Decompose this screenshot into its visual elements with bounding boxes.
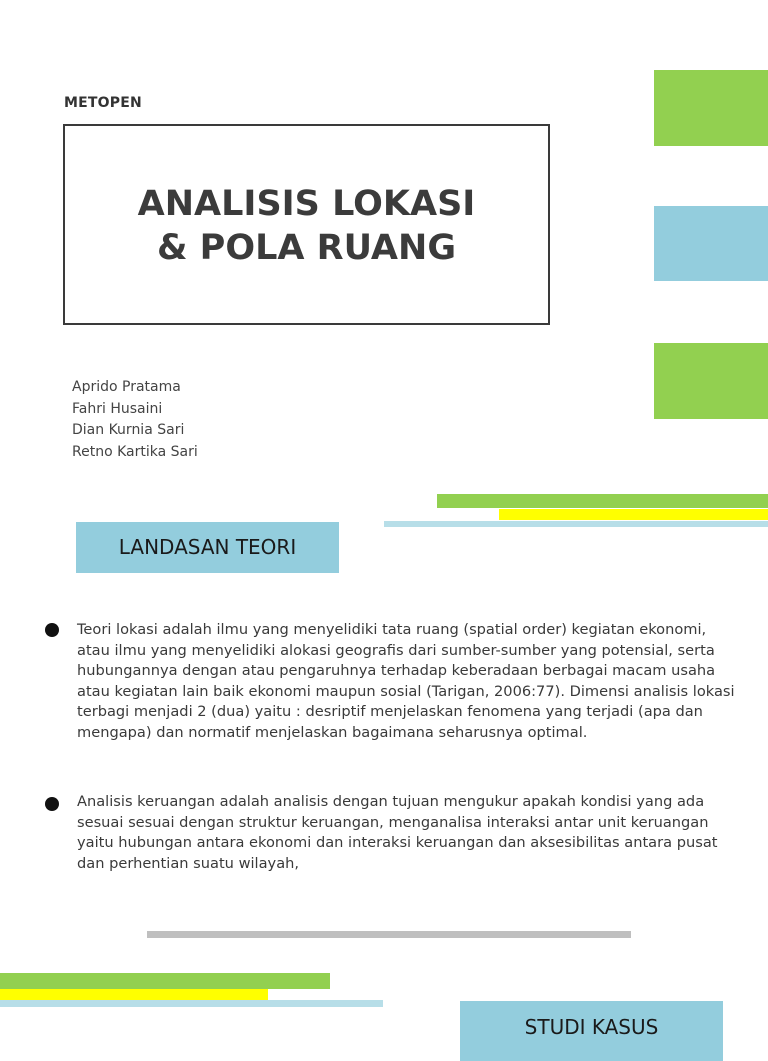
- document-kicker: METOPEN: [64, 95, 142, 111]
- decor-square-green-top: [654, 70, 768, 146]
- divider-line: [147, 931, 631, 938]
- decor-square-blue: [654, 206, 768, 281]
- decor-stripe-yellow: [499, 509, 768, 520]
- author-name: Fahri Husaini: [72, 400, 163, 417]
- author-name: Dian Kurnia Sari: [72, 422, 185, 438]
- bullet-text: Analisis keruangan adalah analisis dengan tujuan mengukur apakah kondisi yang ada sesuai sesuai dengan struktur keruangan, menganalisa interaksi antar unit keruangan yaitu hubungan antara ekonomi dan interaksi keruangan dan aksesibilitas antara pusat dan perhentian suatu wilayah,: [77, 793, 718, 872]
- author-list: [72, 377, 198, 463]
- author-name: Retno Kartika Sari: [72, 443, 198, 460]
- title-line-2: & POLA RUANG: [156, 228, 457, 268]
- document-title: [65, 182, 548, 270]
- decor-stripe-blue: [384, 521, 768, 527]
- section-heading-landasan-teori: LANDASAN TEORI: [76, 522, 339, 573]
- decor-square-green-bottom: [654, 343, 768, 419]
- bullet-icon: [45, 797, 59, 811]
- section-heading-studi-kasus: STUDI KASUS: [460, 1001, 723, 1061]
- bullet-text: Teori lokasi adalah ilmu yang menyelidiki tata ruang (spatial order) kegiatan ekonomi, atau ilmu yang menyelidiki alokasi geografis dari sumber-sumber yang potensial, serta hubungannya dengan atau pengaruhnya terhadap keberadaan berbagai macam usaha atau kegiatan lain baik ekonomi maupun sosial (Tarigan, 2006:77). Dimensi analisis lokasi terbagi menjadi 2 (dua) yaitu : desriptif menjelaskan fenomena yang terjadi (apa dan mengapa) dan normatif menjelaskan bagaimana seharusnya optimal.: [77, 621, 735, 741]
- decor-stripe-blue-lower: [0, 1000, 383, 1007]
- author-name: Aprido Pratama: [72, 379, 181, 395]
- title-box: [63, 124, 550, 325]
- title-line-1: ANALISIS LOKASI: [137, 184, 476, 224]
- decor-stripe-green: [437, 494, 768, 508]
- decor-stripe-yellow-lower: [0, 989, 268, 1000]
- bullet-icon: [45, 623, 59, 637]
- decor-stripe-green-lower: [0, 973, 330, 989]
